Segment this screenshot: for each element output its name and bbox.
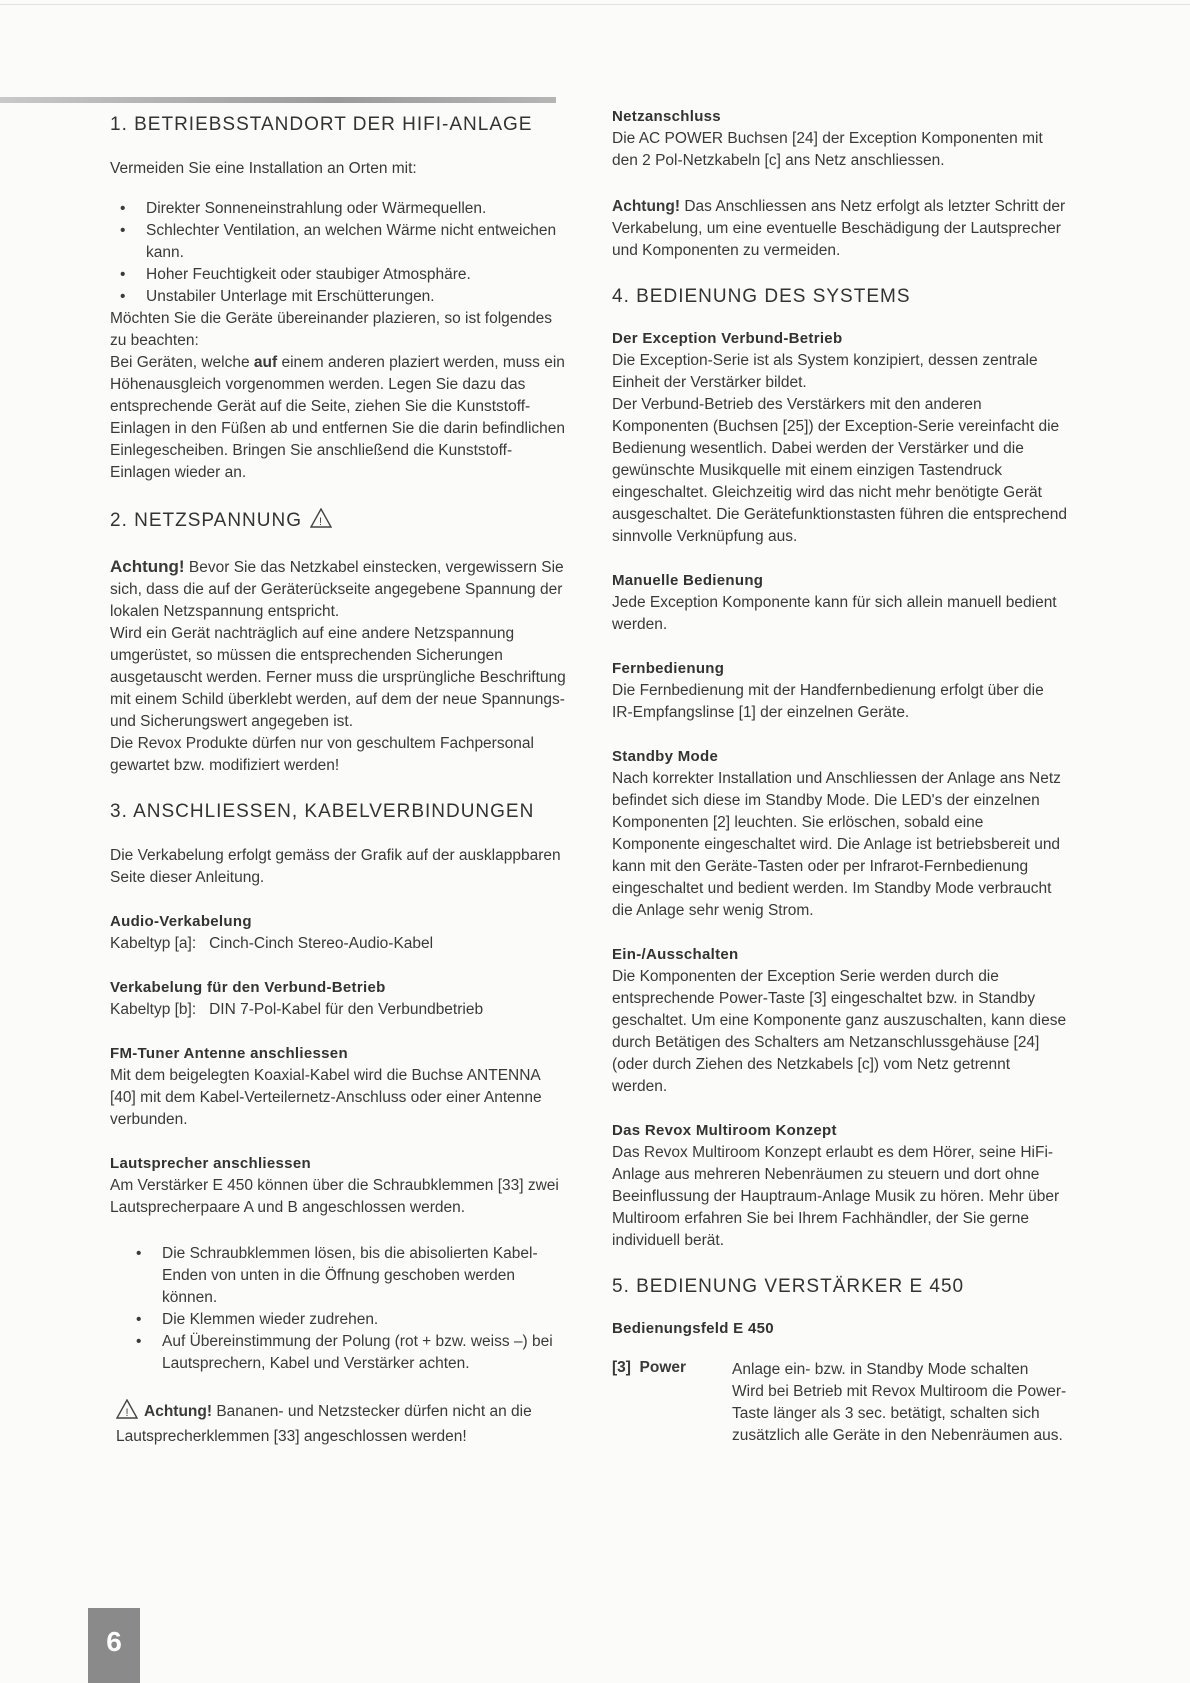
svg-text:!: ! <box>318 516 324 528</box>
fm-text: Mit dem beigelegten Koaxial-Kabel wird die Buchse ANTENNA [40] mit dem Kabel-Verteilernetz-Anschluss oder einer Antenne verbunden. <box>110 1067 542 1128</box>
svg-text:!: ! <box>125 1407 129 1419</box>
section-2-title: 2. NETZSPANNUNG ! <box>110 508 566 534</box>
list-item: • Auf Übereinstimmung der Polung (rot + bzw. weiss –) bei Lautsprechern, Kabel und Verstärker achten. <box>148 1331 566 1375</box>
lautsprecher-heading: Lautsprecher anschliessen <box>110 1155 311 1172</box>
multiroom-heading: Das Revox Multiroom Konzept <box>612 1122 837 1139</box>
power-description-2: Wird bei Betrieb mit Revox Multiroom die Power-Taste länger als 3 sec. betätigt, schalten sich zusätzlich alle Geräte in den Nebenräumen aus. <box>732 1383 1067 1444</box>
fm-heading: FM-Tuner Antenne anschliessen <box>110 1045 348 1062</box>
list-item: • Die Klemmen wieder zudrehen. <box>148 1309 566 1331</box>
audio-heading: Audio-Verkabelung <box>110 913 252 930</box>
section-2-paragraph-3: Die Revox Produkte dürfen nur von geschultem Fachpersonal gewartet bzw. modifiziert werden! <box>110 735 534 774</box>
section-3-intro: Die Verkabelung erfolgt gemäss der Grafik auf der ausklappbaren Seite dieser Anleitung. <box>110 847 561 886</box>
left-column <box>110 108 566 1448</box>
right-column <box>612 108 1068 1447</box>
fernbedienung-text: Die Fernbedienung mit der Handfernbedienung erfolgt über die IR-Empfangslinse [1] der einzelnen Geräte. <box>612 682 1044 721</box>
list-item: • Die Schraubklemmen lösen, bis die abisolierten Kabel-Enden von unten in die Öffnung geschoben werden können. <box>148 1243 566 1309</box>
verbund-text: Kabeltyp [b]: DIN 7-Pol-Kabel für den Verbundbetrieb <box>110 1001 484 1018</box>
verbund-betrieb-text-2: Der Verbund-Betrieb des Verstärkers mit den anderen Komponenten (Buchsen [25]) der Exception-Serie vereinfacht die Bedienung wesentlich. Dabei werden der Verstärker und die gewünschte Musikquelle mit einem einzigen Tastendruck eingeschaltet. Gleichzeitig wird das nicht mehr benötigte Gerät ausgeschaltet. Die Gerätefunktionstasten führen die entsprechend sinnvolle Verknüpfung aus. <box>612 396 1067 545</box>
warning-triangle-icon <box>310 508 332 534</box>
header-rule <box>0 97 556 103</box>
power-description <box>732 1359 1068 1447</box>
verbund-heading: Verkabelung für den Verbund-Betrieb <box>110 979 386 996</box>
netzanschluss-heading: Netzanschluss <box>612 108 721 125</box>
section-3-list <box>110 1243 566 1375</box>
list-item: • Hoher Feuchtigkeit oder staubiger Atmosphäre. <box>132 264 566 286</box>
bedienungsfeld-heading: Bedienungsfeld E 450 <box>612 1320 774 1337</box>
power-row <box>612 1359 1068 1447</box>
multiroom-text: Das Revox Multiroom Konzept erlaubt es dem Hörer, seine HiFi-Anlage aus mehreren Nebenräumen zu steuern und dort ohne Beeinflussung der Hauptraum-Anlage Musik zu hören. Mehr über Multiroom erfahren Sie bei Ihrem Fachhändler, der Sie gerne individuell berät. <box>612 1144 1060 1249</box>
section-1-intro: Vermeiden Sie eine Installation an Orten mit: <box>110 160 417 177</box>
list-item: • Unstabiler Unterlage mit Erschütterungen. <box>132 286 566 308</box>
lautsprecher-text: Am Verstärker E 450 können über die Schraubklemmen [33] zwei Lautsprecherpaare A und B angeschlossen werden. <box>110 1177 559 1216</box>
fernbedienung-heading: Fernbedienung <box>612 660 725 677</box>
page-number: 6 <box>88 1608 140 1683</box>
netzanschluss-warning: Achtung! Das Anschliessen ans Netz erfolgt als letzter Schritt der Verkabelung, um eine eventuelle Beschädigung der Lautsprecher und Komponenten zu vermeiden. <box>612 198 1066 259</box>
verbund-betrieb-heading: Der Exception Verbund-Betrieb <box>612 330 843 347</box>
section-1-title: 1. BETRIEBSSTANDORT DER HIFI-ANLAGE <box>110 114 533 135</box>
top-edge-line <box>0 4 1190 5</box>
power-description-1: Anlage ein- bzw. in Standby Mode schalten <box>732 1361 1029 1378</box>
list-item: • Schlechter Ventilation, an welchen Wärme nicht entweichen kann. <box>132 220 566 264</box>
section-4-title: 4. BEDIENUNG DES SYSTEMS <box>612 286 911 307</box>
standby-heading: Standby Mode <box>612 748 719 765</box>
manuell-text: Jede Exception Komponente kann für sich allein manuell bedient werden. <box>612 594 1057 633</box>
netzanschluss-text: Die AC POWER Buchsen [24] der Exception Komponenten mit den 2 Pol-Netzkabeln [c] ans Netz anschliessen. <box>612 130 1043 169</box>
section-1-list <box>110 198 566 308</box>
section-1-paragraph-2: Bei Geräten, welche auf einem anderen plaziert werden, muss ein Höhenausgleich vorgenommen werden. Legen Sie dazu das entsprechende Gerät auf die Seite, ziehen Sie die Kunststoff-Einlagen in den Füßen ab und entfernen Sie die darin befindlichen Einlegescheiben. Bringen Sie anschließend die Kunststoff-Einlagen wieder an. <box>110 354 565 481</box>
standby-text: Nach korrekter Installation und Anschliessen der Anlage ans Netz befindet sich diese im Standby Mode. Die LED's der einzelnen Komponenten [2] leuchten. Sie erlöschen, sobald eine Komponente eingeschaltet wird. Die Anlage ist betriebsbereit und kann mit den Geräte-Tasten oder per Infrarot-Fernbedienung eingeschaltet und bedient werden. Im Standby Mode verbraucht die Anlage sehr wenig Strom. <box>612 770 1061 919</box>
ein-aus-text: Die Komponenten der Exception Serie werden durch die entsprechende Power-Taste [3] eingeschaltet bzw. in Standby geschaltet. Um eine Komponente ganz auszuschalten, kann diese durch Betätigen des Schalters am Netzanschlussgehäuse [24] (oder durch Ziehen des Netzkabels [c]) vom Netz getrennt werden. <box>612 968 1067 1095</box>
section-3-title: 3. ANSCHLIESSEN, KABELVERBINDUNGEN <box>110 801 535 822</box>
section-5-title: 5. BEDIENUNG VERSTÄRKER E 450 <box>612 1276 965 1297</box>
audio-text: Kabeltyp [a]: Cinch-Cinch Stereo-Audio-Kabel <box>110 935 434 952</box>
section-2-paragraph-1: Achtung! Bevor Sie das Netzkabel einstecken, vergewissern Sie sich, dass die auf der Geräterückseite angegebene Spannung der lokalen Netzspannung entspricht. <box>110 557 564 620</box>
list-item: • Direkter Sonneneinstrahlung oder Wärmequellen. <box>132 198 566 220</box>
ein-aus-heading: Ein-/Ausschalten <box>612 946 739 963</box>
lautsprecher-warning: ! Achtung! Bananen- und Netzstecker dürfen nicht an die Lautsprecherklemmen [33] angeschlossen werden! <box>110 1399 566 1448</box>
section-2-paragraph-2: Wird ein Gerät nachträglich auf eine andere Netzspannung umgerüstet, so müssen die entsprechenden Sicherungen ausgetauscht werden. Ferner muss die ursprüngliche Beschriftung mit einem Schild überklebt werden, auf dem der neue Spannungs- und Sicherungswert angegeben ist. <box>110 625 566 730</box>
section-1-paragraph-1: Möchten Sie die Geräte übereinander plazieren, so ist folgendes zu beachten: <box>110 310 553 349</box>
verbund-betrieb-text-1: Die Exception-Serie ist als System konzipiert, dessen zentrale Einheit der Verstärker bildet. <box>612 352 1038 391</box>
manuell-heading: Manuelle Bedienung <box>612 572 764 589</box>
power-key-label: [3] Power <box>612 1359 687 1376</box>
warning-triangle-icon <box>116 1399 138 1426</box>
